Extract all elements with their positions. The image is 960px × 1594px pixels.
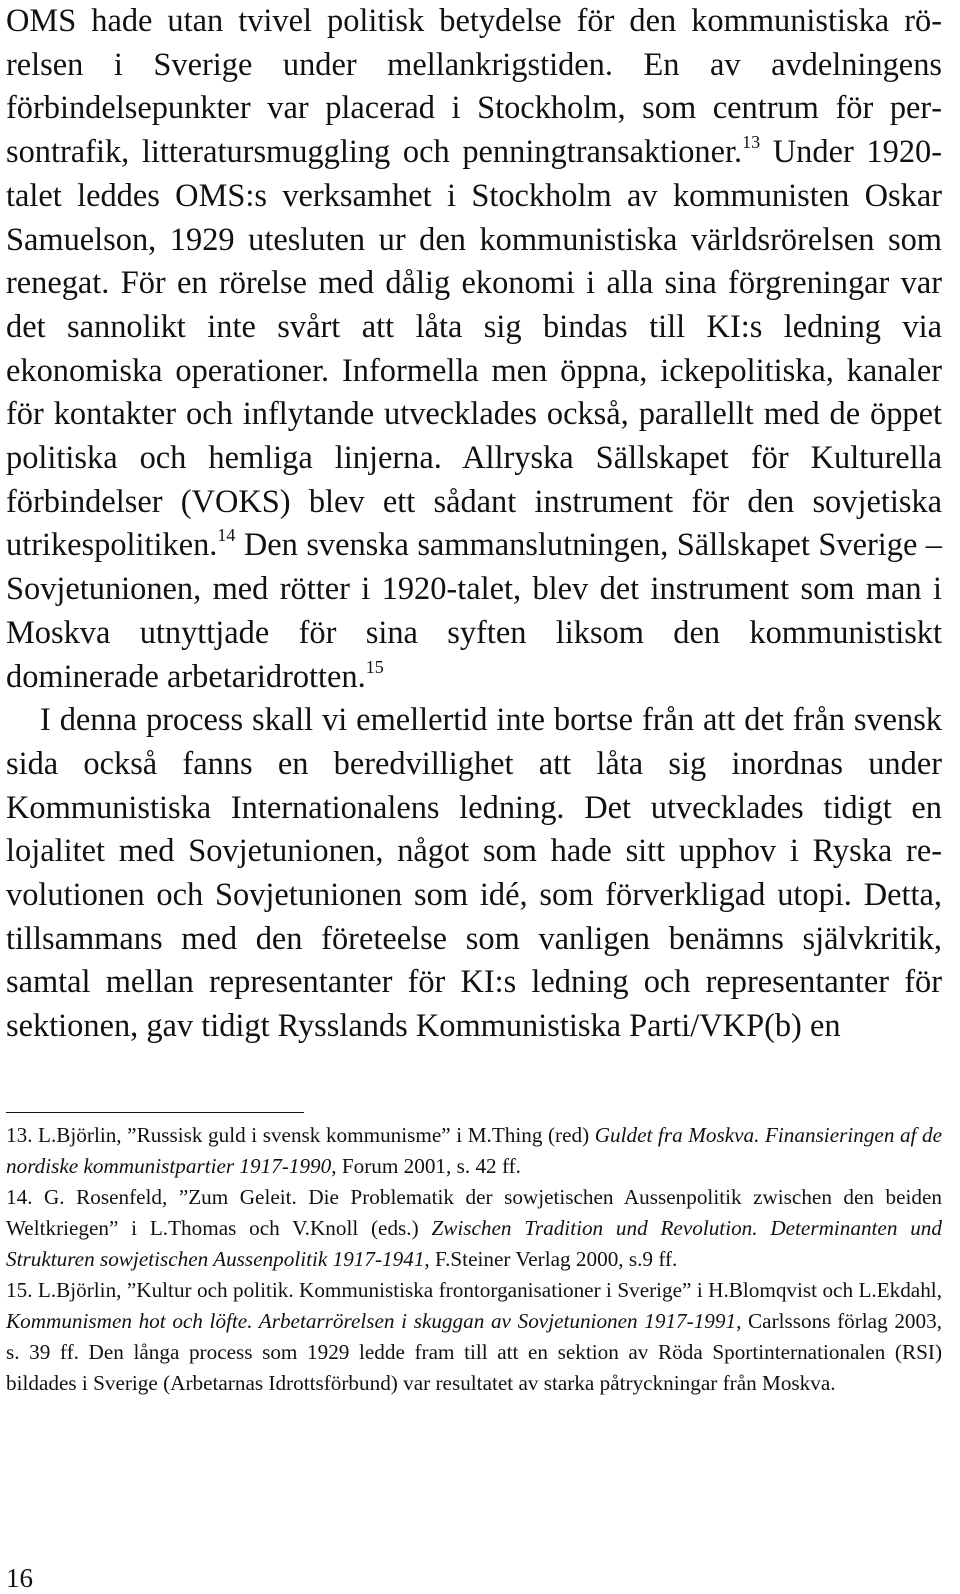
body-text — [6, 0, 942, 1049]
page-number: 16 — [6, 1563, 33, 1593]
text-run: I denna process skall vi emellertid inte bortse från att det från svensk sida också fanns en beredvillighet att låta sig inordnas under Kommunistiska Internationalens ledning. Det utvecklades tidigt en lojalitet med Sovjetunionen, något som hade sitt upphov i Ryska revolutionen och Sovjetunionen som idé, som förverkligad utopi. Detta, tillsammans med den företeelse som vanligen benämns självkritik, samtal mellan representanter för KI:s ledning och representanter för sektionen, gav tidigt Rysslands Kommunistiska Parti/VKP(b) en — [6, 702, 942, 1045]
text-run: , Carlssons förlag 2003, s. 39 ff. Den långa process som 1929 ledde fram till att en sektion av Röda Sportinternationalen (RSI) bildades i Sverige (Arbetarnas Idrottsförbund) var resultatet av starka påtryckningar från Moskva. — [6, 1309, 942, 1395]
footnote-separator — [6, 1112, 304, 1113]
text-run: 13. L.Björlin, ”Russisk guld i svensk kommunisme” i M.Thing (red) — [6, 1123, 595, 1147]
italic-title: Guldet fra Moskva. Finansieringen af de nordiske kommunistpartier 1917-1990 — [6, 1123, 942, 1178]
footnote-reference: 15 — [365, 656, 384, 677]
text-run: Under 1920-talet leddes OMS:s verksamhet i Stockholm av kommunisten Oskar Samuelson, 1929 utesluten ur den kommunistiska världsrörelsen som renegat. För en rörelse med dålig ekonomi i alla sina förgreningar var det sannolikt inte svårt att låta sig bindas till KI:s ledning via ekonomiska operationer. Informella men öppna, ickepolitiska, kanaler för kontakter och inflytande utvecklades också, parallellt med de öppet politiska och hemliga linjerna. Allryska Sällskapet för Kulturella förbindelser (VOKS) blev ett sådant instrument för den sovjetiska utrikespolitiken. — [6, 134, 942, 564]
text-run: , Forum 2001, s. 42 ff. — [331, 1154, 521, 1178]
text-run: 15. L.Björlin, ”Kultur och politik. Kommunistiska frontorganisationer i Sverige” i H.Blomqvist och L.Ekdahl, — [6, 1278, 942, 1302]
footnote — [6, 1182, 942, 1275]
footnote — [6, 1120, 942, 1182]
book-page — [6, 0, 942, 1594]
footnote — [6, 1275, 942, 1399]
text-run: Den svenska sammanslutningen, Sällskapet Sverige – Sovjetunionen, med rötter i 1920-talet, blev det instrument som man i Moskva utnyttjade för sina syften liksom den kommunistiskt dominerade arbetaridrotten. — [6, 527, 942, 695]
footnote-reference: 14 — [217, 525, 236, 546]
italic-title: Zwischen Tradition und Revolution. Determinanten und Strukturen sowjetischen Aussenpolitik 1917-1941 — [6, 1216, 942, 1271]
text-run: OMS hade utan tvivel politisk betydelse för den kommunistiska rörelsen i Sverige under mellankrigstiden. En av avdelningens förbindelsepunkter var placerad i Stockholm, som centrum för persontrafik, litteratursmuggling och penningtransaktioner. — [6, 3, 942, 171]
footnotes — [6, 1120, 942, 1399]
text-run: , F.Steiner Verlag 2000, s.9 ff. — [424, 1247, 678, 1271]
body-paragraph — [6, 0, 942, 699]
footnote-reference: 13 — [742, 132, 761, 153]
italic-title: Kommunismen hot och löfte. Arbetarrörelsen i skuggan av Sovjetunionen 1917-1991 — [6, 1309, 737, 1333]
body-paragraph — [6, 699, 942, 1049]
text-run: 14. G. Rosenfeld, ”Zum Geleit. Die Problematik der sowjetischen Aussenpolitik zwischen den beiden Weltkriegen” i L.Thomas och V.Knoll (eds.) — [6, 1185, 942, 1240]
